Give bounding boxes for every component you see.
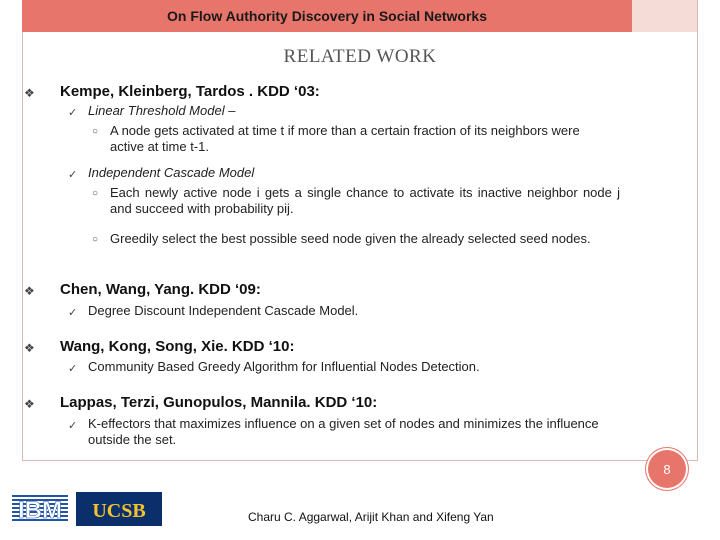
banner-title: On Flow Authority Discovery in Social Networks: [167, 8, 487, 24]
point-text: Each newly active node i gets a single chance to activate its inactive neighbor node j and succeed with probability pij.: [110, 185, 620, 216]
slide-frame-right: [697, 0, 698, 460]
subitem-label: Linear Threshold Model –: [88, 103, 236, 118]
page-number-badge: [648, 450, 686, 488]
section-title: RELATED WORK: [283, 46, 437, 67]
item-heading: Chen, Wang, Yang. KDD ‘09:: [60, 281, 261, 298]
diamond-bullet-icon: ❖: [24, 86, 35, 100]
page-number: 8: [663, 461, 671, 477]
item-heading: Wang, Kong, Song, Xie. KDD ‘10:: [60, 338, 295, 355]
circle-bullet-icon: ○: [92, 126, 99, 137]
subitem-label: K-effectors that maximizes influence on a given set of nodes and minimizes the influence outside the set.: [88, 416, 599, 447]
checkmark-icon: ✓: [68, 307, 78, 319]
point-text-content: A node gets activated at time t if more than a certain fraction of its neighbors were active at time t-1.: [110, 123, 580, 154]
diamond-bullet-icon: ❖: [24, 341, 35, 355]
checkmark-icon: ✓: [68, 420, 78, 432]
diamond-bullet-icon: ❖: [24, 397, 35, 411]
checkmark-icon: ✓: [68, 169, 78, 181]
header-banner-accent: [632, 0, 697, 32]
item-heading: Kempe, Kleinberg, Tardos . KDD ‘03:: [60, 83, 320, 100]
subitem-label: Community Based Greedy Algorithm for Influential Nodes Detection.: [88, 359, 480, 374]
point-text: [110, 123, 590, 155]
checkmark-icon: ✓: [68, 107, 78, 119]
footer-authors: Charu C. Aggarwal, Arijit Khan and Xifeng Yan: [248, 510, 494, 524]
subitem-label: Degree Discount Independent Cascade Model.: [88, 303, 359, 318]
subitem-label: Independent Cascade Model: [88, 165, 255, 180]
point-text: Greedily select the best possible seed node given the already selected seed nodes.: [110, 231, 591, 246]
diamond-bullet-icon: ❖: [24, 284, 35, 298]
header-banner: [22, 0, 632, 32]
circle-bullet-icon: ○: [92, 234, 99, 245]
ucsb-logo-mark: [76, 492, 162, 526]
circle-bullet-icon: ○: [92, 188, 99, 199]
ucsb-logo: [76, 492, 162, 526]
ibm-logo: [12, 493, 68, 525]
ucsb-logo-text: UCSB: [92, 500, 146, 522]
ibm-logo-text: IBM: [18, 497, 62, 524]
item-heading: Lappas, Terzi, Gunopulos, Mannila. KDD ‘10:: [60, 394, 378, 411]
slide-frame-left: [22, 0, 23, 460]
checkmark-icon: ✓: [68, 363, 78, 375]
slide-frame-bottom: [22, 460, 698, 461]
